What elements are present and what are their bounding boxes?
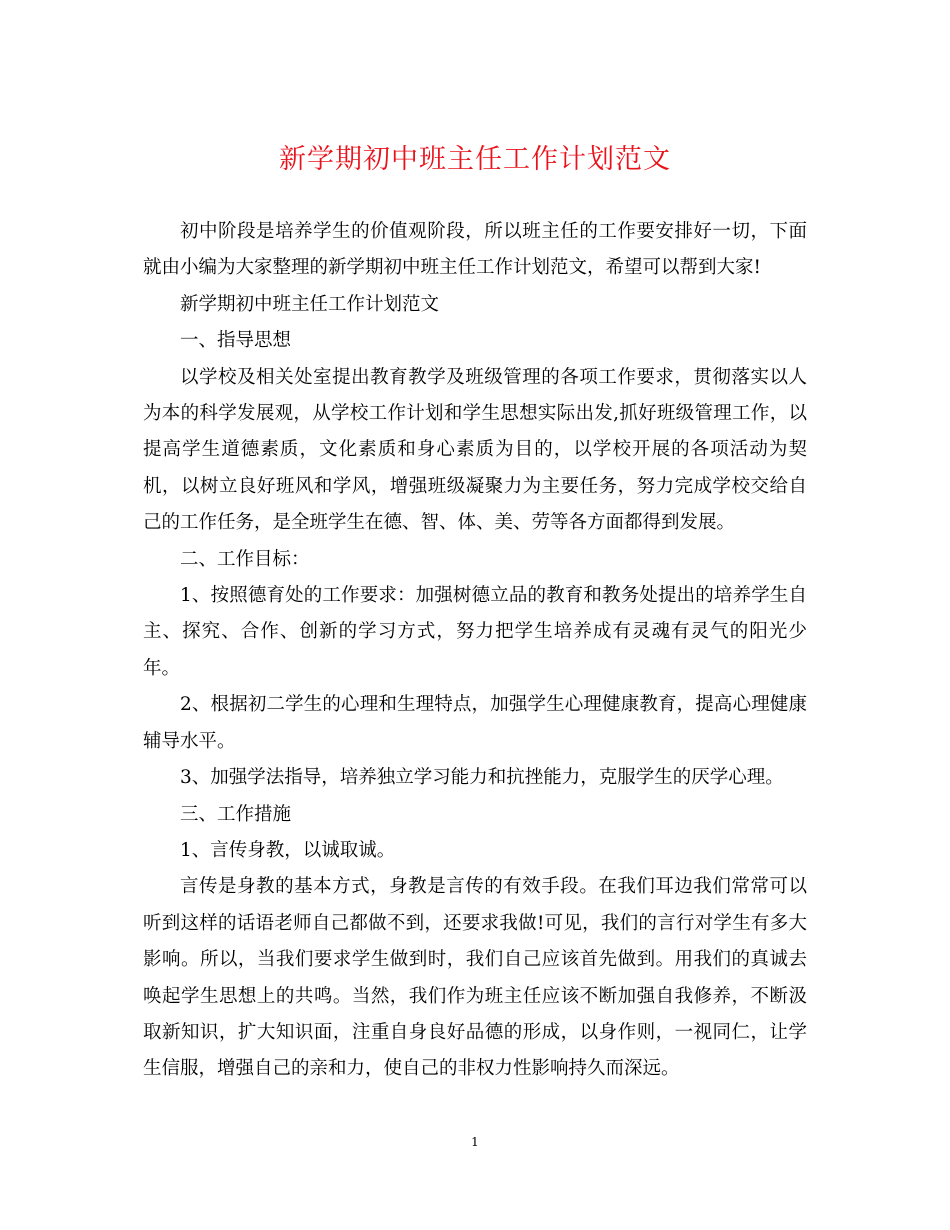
paragraph-guiding-thought: 以学校及相关处室提出教育教学及班级管理的各项工作要求，贯彻落实以人为本的科学发展观，从学校工作计划和学生思想实际出发,抓好班级管理工作，以提高学生道德素质，文化素质和身心素质为目的，以学校开展的各项活动为契机，以树立良好班风和学风，增强班级凝聚力为主要任务，努力完成学校交给自己的工作任务，是全班学生在德、智、体、美、劳等各方面都得到发展。 <box>143 366 807 534</box>
section-heading-work-goals: 二、工作目标： <box>180 548 310 570</box>
paragraph-measure-1-body: 言传是身教的基本方式，身教是言传的有效手段。在我们耳边我们常常可以听到这样的话语老师自己都做不到，还要求我做!可见，我们的言行对学生有多大影响。所以，当我们要求学生做到时，我们自己应该首先做到。用我们的真诚去唤起学生思想上的共鸣。当然，我们作为班主任应该不断加强自我修养，不断汲取新知识，扩大知识面，注重自身良好品德的形成，以身作则，一视同仁，让学生信服，增强自己的亲和力，使自己的非权力性影响持久而深远。 <box>143 876 808 1080</box>
section-heading-work-measures: 三、工作措施 <box>180 803 292 825</box>
paragraph-goal-3: 3、加强学法指导，培养独立学习能力和抗挫能力，克服学生的厌学心理。 <box>180 767 784 789</box>
section-heading-guiding-thought: 一、指导思想 <box>180 330 292 352</box>
page-number: 1 <box>471 1135 479 1149</box>
paragraph-goal-1: 1、按照德育处的工作要求：加强树德立品的教育和教务处提出的培养学生自主、探究、合作、创新的学习方式，努力把学生培养成有灵魂有灵气的阳光少年。 <box>143 585 807 679</box>
document-body <box>143 214 807 1088</box>
paragraph-measure-1-heading: 1、言传身教，以诚取诚。 <box>180 839 396 861</box>
paragraph-goal-2: 2、根据初二学生的心理和生理特点，加强学生心理健康教育，提高心理健康辅导水平。 <box>143 694 807 752</box>
document-title: 新学期初中班主任工作计划范文 <box>279 144 671 175</box>
paragraph-intro: 初中阶段是培养学生的价值观阶段，所以班主任的工作要安排好一切，下面就由小编为大家整理的新学期初中班主任工作计划范文，希望可以帮到大家! <box>143 221 807 279</box>
paragraph-subtitle: 新学期初中班主任工作计划范文 <box>180 293 440 315</box>
